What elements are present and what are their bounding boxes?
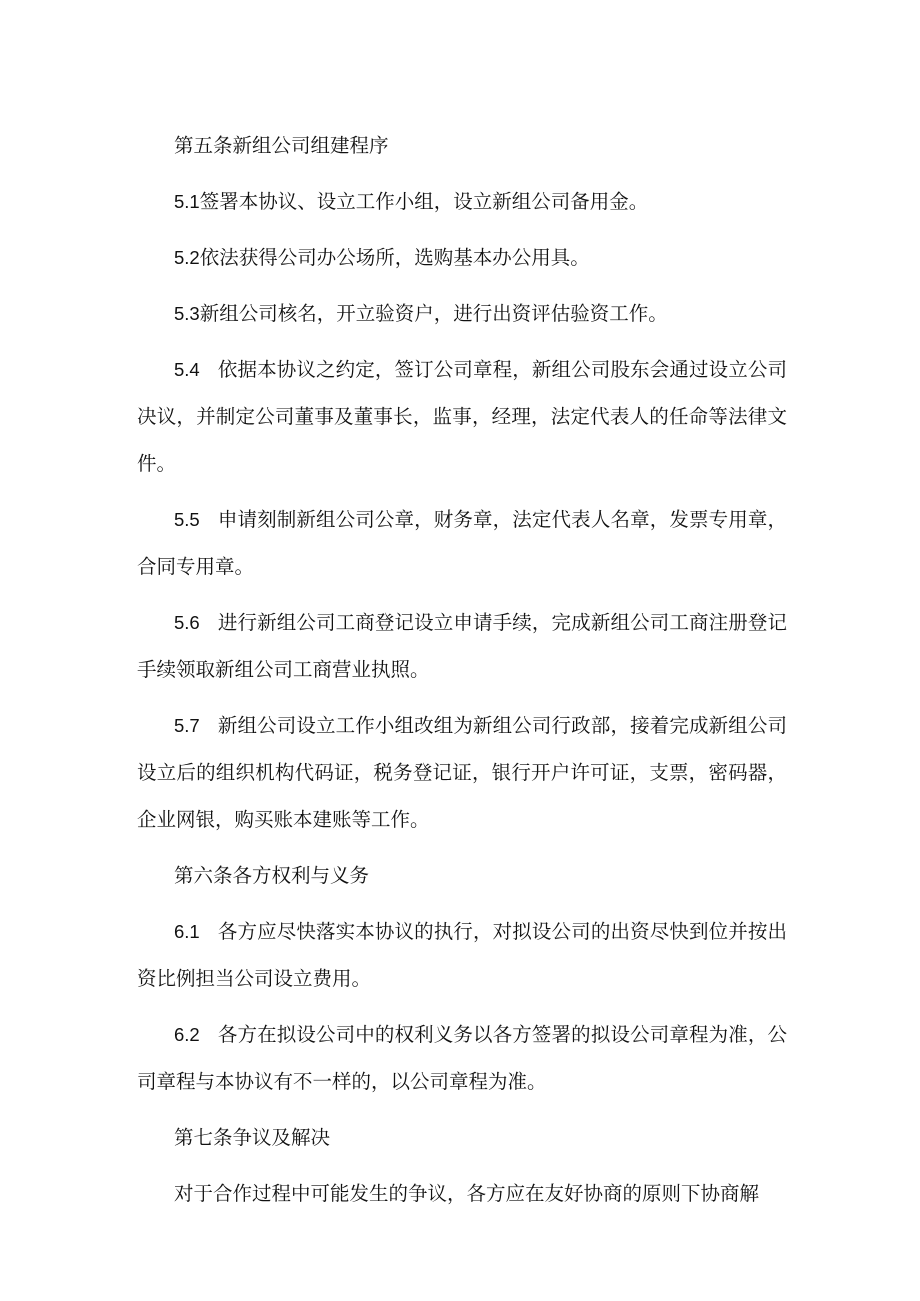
clause-5-2 — [137, 234, 787, 281]
clause-5-4 — [137, 346, 787, 487]
article-5-heading: 第五条新组公司组建程序 — [174, 134, 389, 157]
clause-text: 申请刻制新组公司公章，财务章，法定代表人名章，发票专用章，合同专用章。 — [137, 508, 787, 578]
clause-number: 5.5 — [174, 509, 200, 530]
clause-number: 5.1 — [174, 191, 200, 212]
clause-text: 进行新组公司工商登记设立申请手续，完成新组公司工商注册登记手续领取新组公司工商营业执照。 — [137, 611, 787, 681]
clause-text: 新组公司设立工作小组改组为新组公司行政部，接着完成新组公司设立后的组织机构代码证，税务登记证，银行开户许可证，支票，密码器，企业网银，购买账本建账等工作。 — [137, 714, 787, 831]
clause-6-1 — [137, 908, 787, 1002]
clause-number: 5.2 — [174, 247, 200, 268]
clause-6-2 — [137, 1011, 787, 1105]
clause-number: 5.4 — [174, 359, 200, 380]
clause-text: 依据本协议之约定，签订公司章程，新组公司股东会通过设立公司决议，并制定公司董事及董事长，监事，经理，法定代表人的任命等法律文件。 — [137, 358, 787, 475]
document-body — [137, 122, 787, 1217]
clause-number: 5.6 — [174, 612, 200, 633]
clause-text: 各方应尽快落实本协议的执行，对拟设公司的出资尽快到位并按出资比例担当公司设立费用。 — [137, 920, 787, 990]
clause-number: 5.7 — [174, 715, 200, 736]
clause-5-5 — [137, 496, 787, 590]
clause-text: 各方在拟设公司中的权利义务以各方签署的拟设公司章程为准，公司章程与本协议有不一样的，以公司章程为准。 — [137, 1023, 787, 1093]
article-6-heading: 第六条各方权利与义务 — [174, 864, 370, 887]
article-7-heading: 第七条争议及解决 — [174, 1126, 331, 1149]
clause-number: 5.3 — [174, 303, 200, 324]
clause-text: 签署本协议、设立工作小组，设立新组公司备用金。 — [199, 190, 649, 213]
clause-5-6 — [137, 599, 787, 693]
clause-number: 6.1 — [174, 921, 200, 942]
clause-5-1 — [137, 178, 787, 225]
clause-text: 新组公司核名，开立验资户，进行出资评估验资工作。 — [199, 302, 668, 325]
clause-number: 6.2 — [174, 1024, 200, 1045]
clause-5-3 — [137, 290, 787, 337]
article-7-text: 对于合作过程中可能发生的争议，各方应在友好协商的原则下协商解 — [174, 1182, 760, 1205]
clause-text: 依法获得公司办公场所，选购基本办公用具。 — [199, 246, 590, 269]
clause-5-7 — [137, 702, 787, 843]
